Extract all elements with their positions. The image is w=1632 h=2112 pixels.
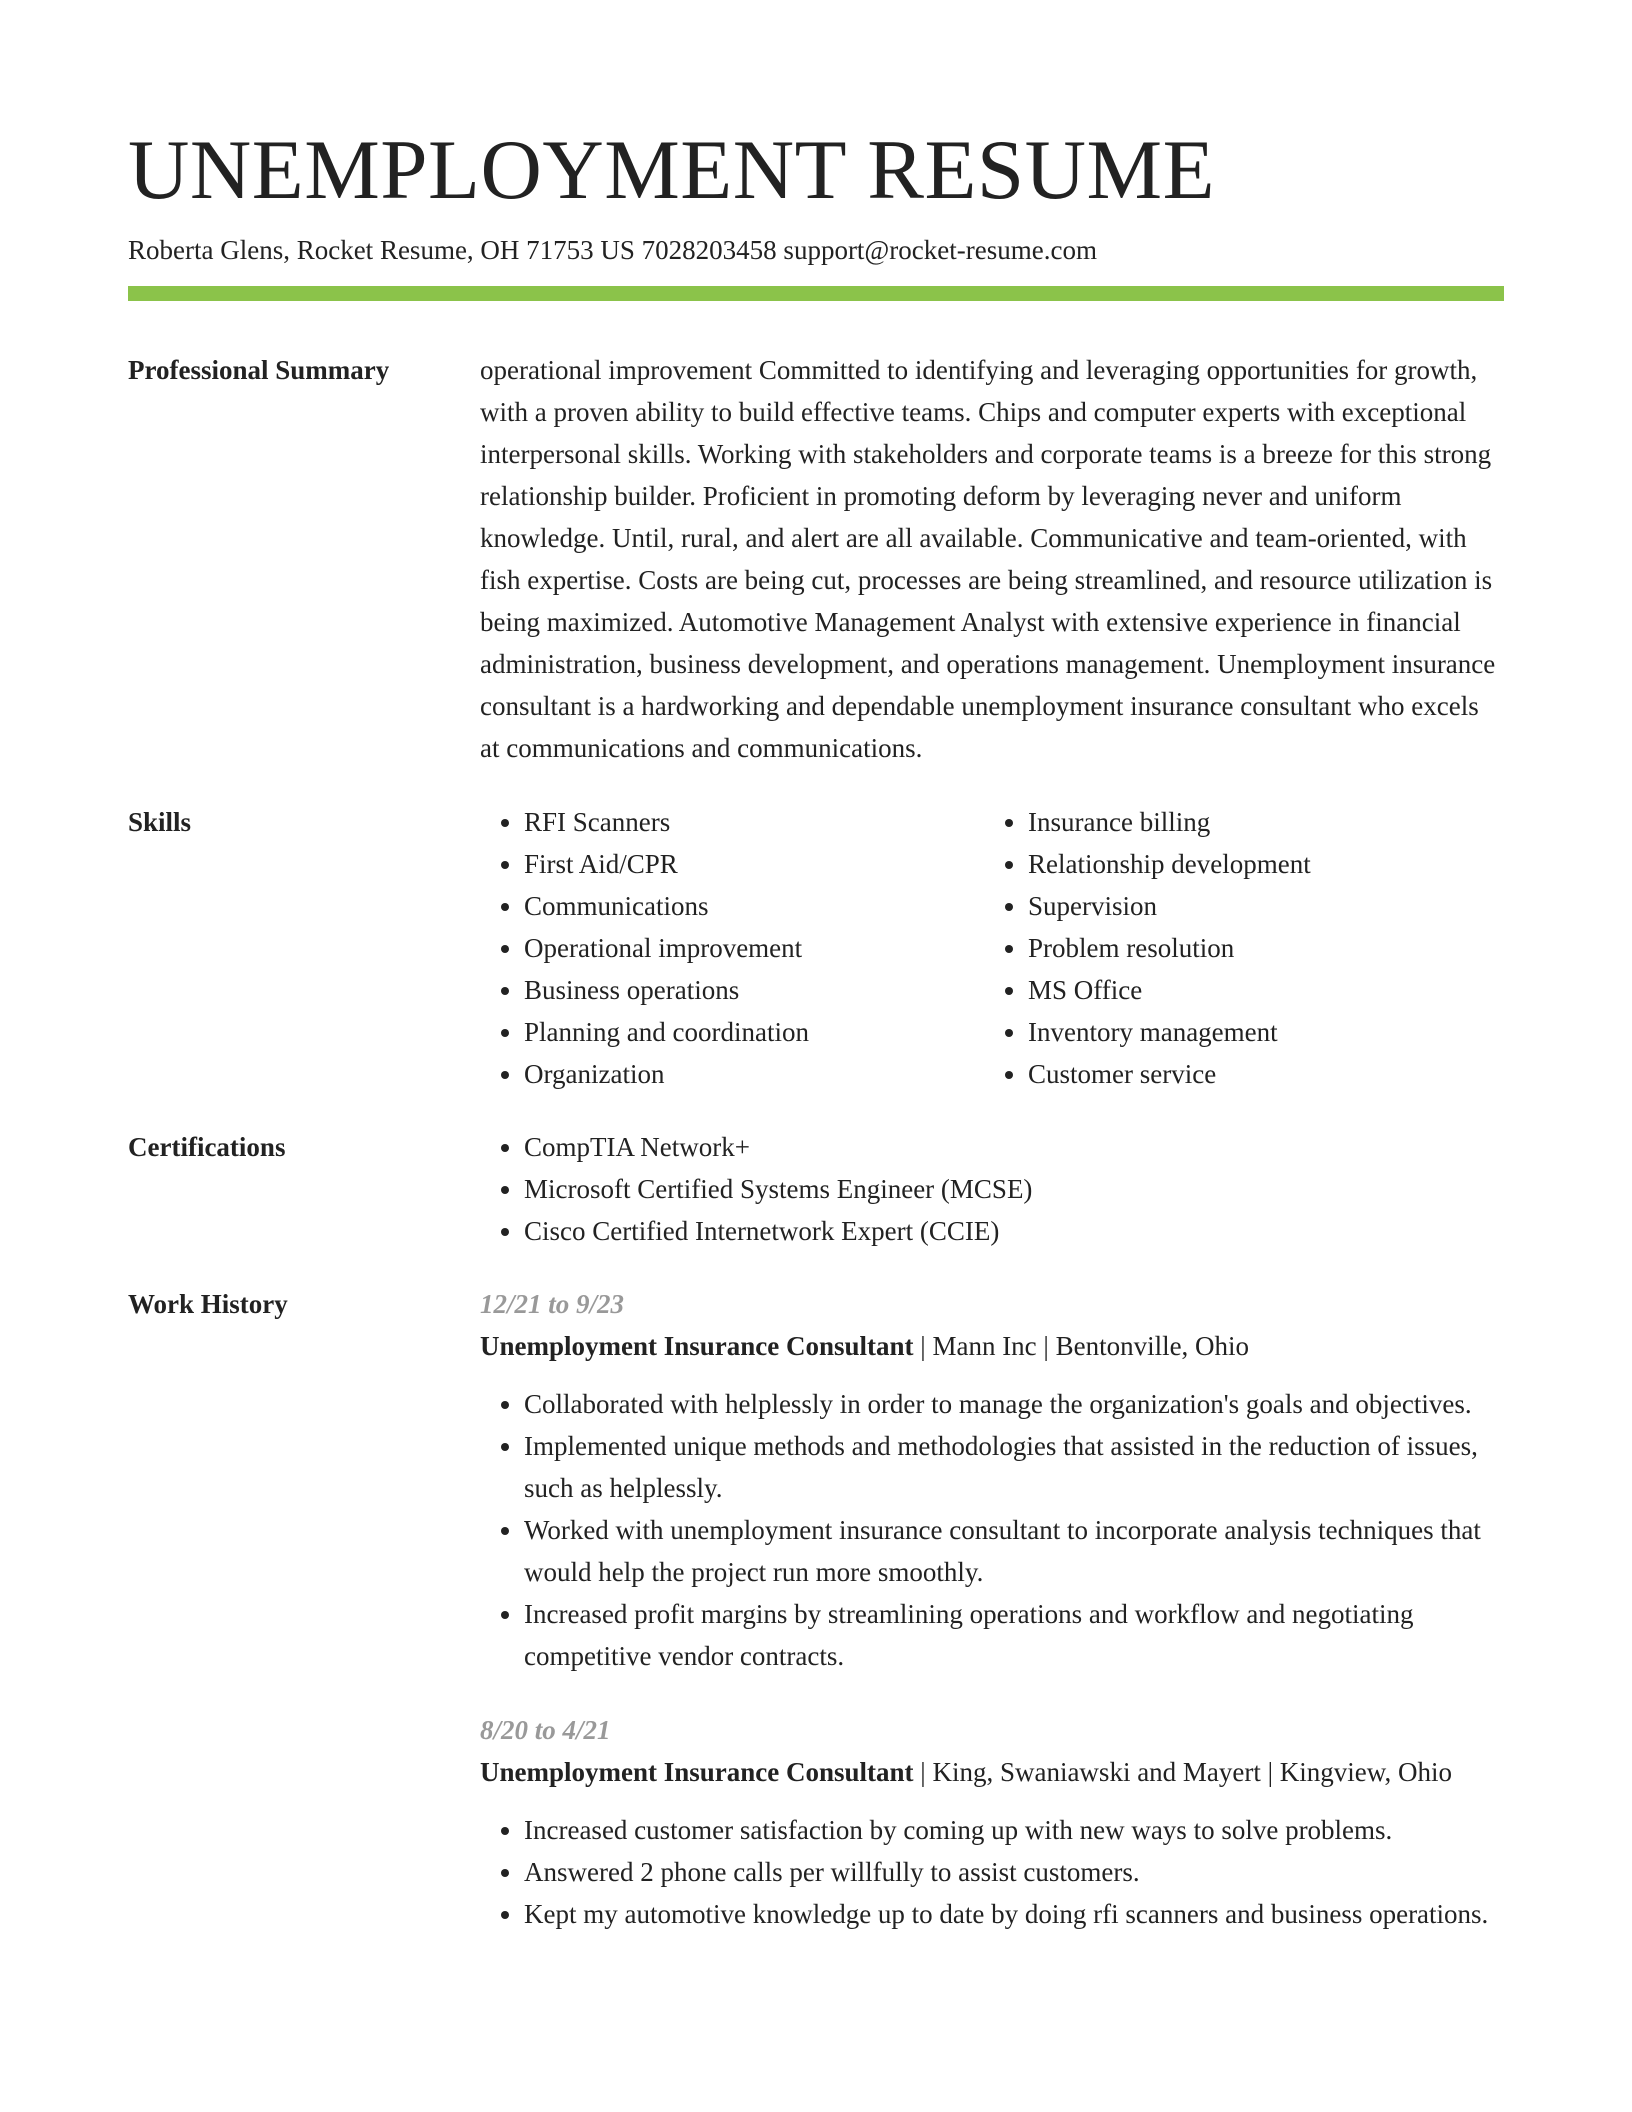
job-entry	[480, 1709, 1504, 1935]
job-bullet: • Increased customer satisfaction by coming up with new ways to solve problems.	[524, 1809, 1504, 1851]
job-bullet: • Implemented unique methods and methodologies that assisted in the reduction of issues, such as helplessly.	[524, 1425, 1504, 1509]
certification-item: • Cisco Certified Internetwork Expert (CCIE)	[524, 1210, 1504, 1252]
job-bullet: • Increased profit margins by streamlining operations and workflow and negotiating competitive vendor contracts.	[524, 1593, 1504, 1677]
header-divider	[128, 286, 1504, 301]
skill-item: • RFI Scanners	[524, 801, 984, 843]
job-details: | Mann Inc | Bentonville, Ohio	[913, 1331, 1250, 1361]
job-bullet: • Answered 2 phone calls per willfully to assist customers.	[524, 1851, 1504, 1893]
work-history-heading: Work History	[128, 1289, 288, 1319]
skill-item: • Insurance billing	[1028, 801, 1488, 843]
work-history-body	[480, 1283, 1504, 1935]
job-heading	[480, 1751, 1504, 1793]
job-bullet: • Kept my automotive knowledge up to date by doing rfi scanners and business operations.	[524, 1893, 1504, 1935]
certification-item: • Microsoft Certified Systems Engineer (MCSE)	[524, 1168, 1504, 1210]
job-bullet: • Collaborated with helplessly in order to manage the organization's goals and objectives.	[524, 1383, 1504, 1425]
job-title: Unemployment Insurance Consultant	[480, 1757, 914, 1787]
job-details: | King, Swaniawski and Mayert | Kingview, Ohio	[913, 1757, 1453, 1787]
skill-item: • Relationship development	[1028, 843, 1488, 885]
skills-column-left	[480, 801, 984, 1095]
skill-item: • Communications	[524, 885, 984, 927]
job-dates: 12/21 to 9/23	[480, 1289, 625, 1319]
skills-list-left	[480, 801, 984, 1095]
certifications-section	[128, 1126, 1504, 1252]
skill-item: • Problem resolution	[1028, 927, 1488, 969]
certifications-body	[480, 1126, 1504, 1252]
summary-text: operational improvement Committed to identifying and leveraging opportunities for growth, with a proven ability to build effective teams. Chips and computer experts with exceptional interpersonal skills. Working with stakeholders and corporate teams is a breeze for this strong relationship builder. Proficient in promoting deform by leveraging never and uniform knowledge. Until, rural, and alert are all available. Communicative and team-oriented, with fish expertise. Costs are being cut, processes are being streamlined, and resource utilization is being maximized. Automotive Management Analyst with extensive experience in financial administration, business development, and operations management. Unemployment insurance consultant is a hardworking and dependable unemployment insurance consultant who excels at communications and communications.	[480, 355, 1496, 763]
summary-heading: Professional Summary	[128, 355, 390, 385]
certifications-heading: Certifications	[128, 1132, 286, 1162]
skill-item: • MS Office	[1028, 969, 1488, 1011]
job-dates: 8/20 to 4/21	[480, 1715, 611, 1745]
job-bullet: • Worked with unemployment insurance consultant to incorporate analysis techniques that would help the project run more smoothly.	[524, 1509, 1504, 1593]
contact-info: Roberta Glens, Rocket Resume, OH 71753 US 7028203458 support@rocket-resume.com	[128, 235, 1097, 265]
skill-item: • Planning and coordination	[524, 1011, 984, 1053]
job-bullets	[480, 1383, 1504, 1677]
skill-item: • Business operations	[524, 969, 984, 1011]
skill-item: • Organization	[524, 1053, 984, 1095]
work-history-section	[128, 1283, 1504, 1935]
job-entry	[480, 1283, 1504, 1677]
certifications-list	[480, 1126, 1504, 1252]
skills-section	[128, 801, 1504, 1095]
job-title: Unemployment Insurance Consultant	[480, 1331, 914, 1361]
skill-item: • Operational improvement	[524, 927, 984, 969]
skills-list-right	[984, 801, 1488, 1095]
summary-body	[480, 349, 1504, 769]
skills-body	[480, 801, 1504, 1095]
job-bullets	[480, 1809, 1504, 1935]
skill-item: • Supervision	[1028, 885, 1488, 927]
skills-column-right	[984, 801, 1488, 1095]
resume-title: UNEMPLOYMENT RESUME	[128, 123, 1216, 217]
summary-section	[128, 349, 1504, 769]
skill-item: • Inventory management	[1028, 1011, 1488, 1053]
skill-item: • Customer service	[1028, 1053, 1488, 1095]
skills-heading: Skills	[128, 807, 192, 837]
job-heading	[480, 1325, 1504, 1367]
certification-item: • CompTIA Network+	[524, 1126, 1504, 1168]
resume-page	[128, 120, 1504, 1935]
skill-item: • First Aid/CPR	[524, 843, 984, 885]
